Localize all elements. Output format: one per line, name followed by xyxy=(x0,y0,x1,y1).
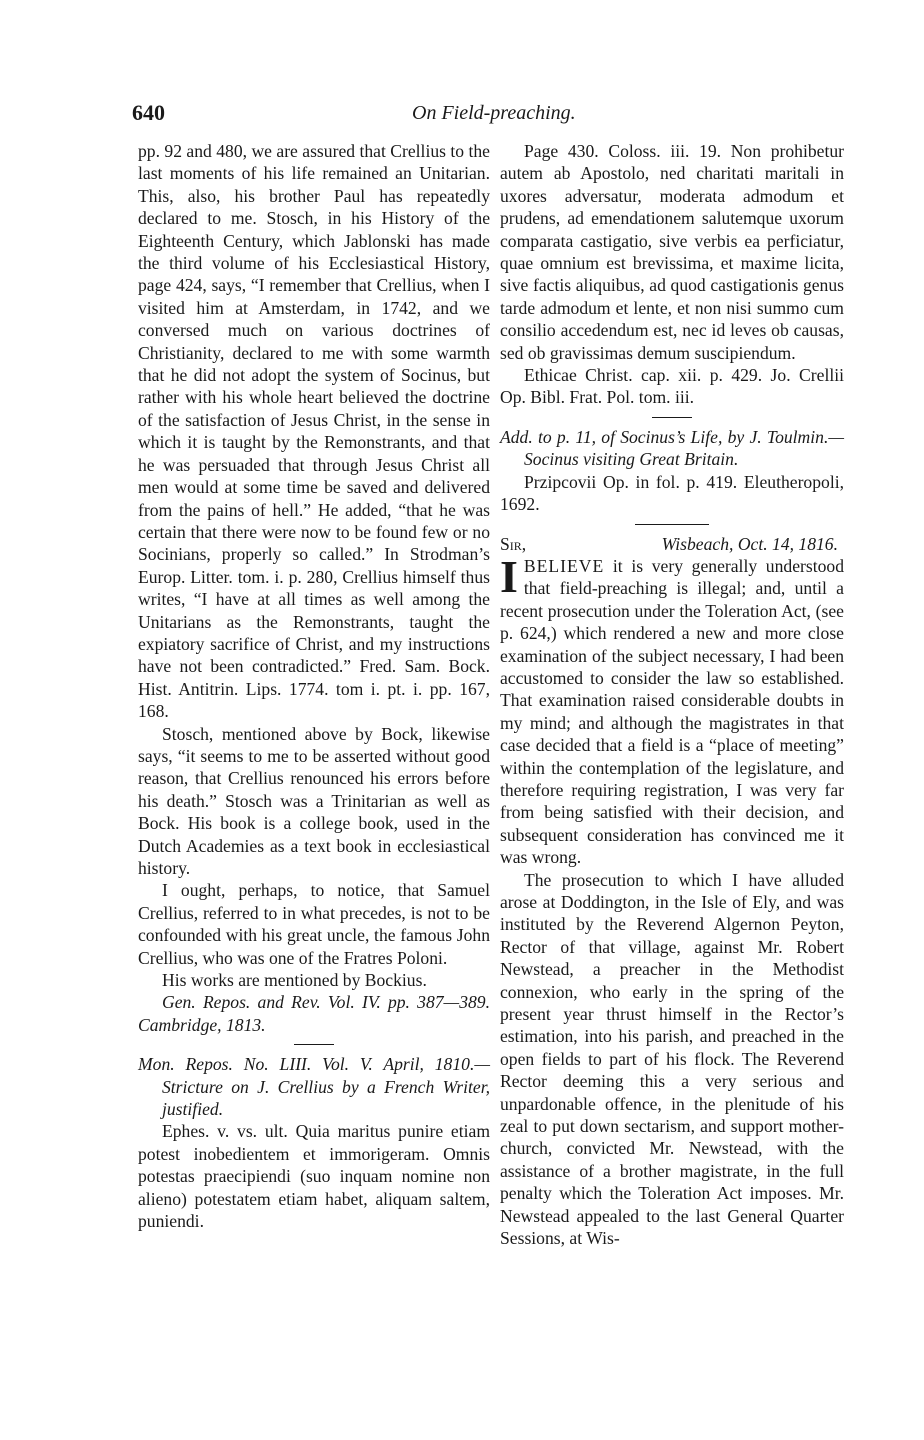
drop-cap: I xyxy=(500,550,518,602)
article-heading-socinus: Add. to p. 11, of Socinus’s Life, by J. Toulmin.—Socinus visiting Great Britain. xyxy=(500,426,844,470)
paragraph-crellius-unitarian: pp. 92 and 480, we are assured that Crellius to the last moments of his life remained an Unitarian. This, also, his brother Paul has repeatedly declared to me. Stosch, in his History of the Eighteenth Century, which Jablonski has made the third volume of his Ecclesiastical History, page 424, says, “I remember that Crellius, when I visited him at Amsterdam, in 1742, and we conversed much on various doctrines of Christianity, declared to me with some warmth that he did not adopt the system of Socinus, but rather with his whole heart believed the doctrine of the satisfaction of Jesus Christ, in the sense in which it is taught by the Remonstrants, and that he was persuaded that through Jesus Christ all men would at some time be saved and delivered from the pains of hell.” He added, “that he was certain that there were now to be found few or no Socinians, properly so called.” In Strodman’s Europ. Litter. tom. i. p. 280, Crellius himself thus writes, “I have at all times as well among the Unitarians as the Remonstrants, taught the expiatory sacrifice of Christ, and my instructions have not been contradicted.” Fred. Sam. Bock. Hist. Antitrin. Lips. 1774. tom i. pt. i. pp. 167, 168. xyxy=(138,141,490,722)
salutation: Sir, xyxy=(500,533,527,554)
article-heading-stricture: Mon. Repos. No. LIII. Vol. V. April, 1810.—Stricture on J. Crellius by a French Writer, justified. xyxy=(138,1054,490,1120)
paragraph-latin-coloss: Page 430. Coloss. iii. 19. Non prohibetur autem ab Apostolo, ned charitati maritali in uxores adversatur, moderata admodum et prudens, ad emendationem salutemque uxorum comparata castigatio, sive verbis ea perficiatur, quae omnium est brevissima, et maxime licita, sive factis aliquibus, ad quod castigationis genus tarde admodum et lente, et non nisi summo cum consilio accedendum est, nec id leves ob causas, sed ob gravissimas demum suscipiendum. xyxy=(500,141,844,363)
paragraph-field-preaching-text: it is very generally understood that field-preaching is illegal; and, until a recent prosecution under the Toleration Act, (see p. 624,) which rendered a new and more close examination of the subject necessary, I had been accustomed to consider the law so established. That examination raised considerable doubts in my mind; and although the magistrates in that case decided that a field is a “place of meeting” within the contemplation of the legislature, and therefore requiring registration, I was very far from being satisfied with their decision, and subsequent consideration has convinced me it was wrong. xyxy=(500,555,844,868)
page-number: 640 xyxy=(132,100,165,125)
right-column xyxy=(500,140,844,1250)
letter-head xyxy=(500,533,844,555)
paragraph-latin-ephes: Ephes. v. vs. ult. Quia maritus punire etiam potest inobedientem et immorigeram. Omnis potestas praecipiendi (suo inquam nomine non alieno) potestatem etiam habet, aliquam saltem, puniendi. xyxy=(138,1121,490,1232)
running-title: On Field-preaching. xyxy=(412,102,576,124)
citation-gen-repos: Gen. Repos. and Rev. Vol. IV. pp. 387—389. Cambridge, 1813. xyxy=(138,992,490,1035)
section-divider xyxy=(652,417,692,418)
dateline: Wisbeach, Oct. 14, 1816. xyxy=(661,533,838,554)
running-head xyxy=(132,100,852,132)
paragraph-field-preaching xyxy=(500,550,844,869)
citation-ethicae-christ: Ethicae Christ. cap. xii. p. 429. Jo. Crellii Op. Bibl. Frat. Pol. tom. iii. xyxy=(500,365,844,408)
paragraph-prosecution: The prosecution to which I have alluded arose at Doddington, in the Isle of Ely, and was instituted by the Reverend Algernon Peyton, Rector of that village, against Mr. Robert Newstead, a preacher in the Methodist connexion, who early in the spring of the present year thrust himself in the Rector’s estimation, into his parish, and preached in the open fields to part of his flock. The Reverend Rector deeming this a very serious and unpardonable offence, in the plenitude of his zeal to put down sectarism, and support mother-church, convicted Mr. Newstead, with the assistance of a brother magistrate, in the full penalty which the Toleration Act imposes. Mr. Newstead appealed to the last General Quarter Sessions, at Wis- xyxy=(500,869,844,1249)
opening-word: BELIEVE xyxy=(523,555,605,576)
citation-przipcovii: Przipcovii Op. in fol. p. 419. Eleutheropoli, 1692. xyxy=(500,471,844,515)
paragraph-stosch-bock: Stosch, mentioned above by Bock, likewise says, “it seems to me to be asserted without good reason, that Crellius renounced his errors before his death.” Stosch was a Trinitarian as well as Bock. His book is a college book, used in the Dutch Academies as a text book in ecclesiastical history. xyxy=(138,723,490,878)
left-column xyxy=(138,140,490,1233)
section-divider xyxy=(294,1044,334,1045)
paragraph-samuel-crellius: I ought, perhaps, to notice, that Samuel Crellius, referred to in what precedes, is not to be confounded with his great uncle, the famous John Crellius, who was one of the Fratres Poloni. xyxy=(138,880,490,968)
section-divider xyxy=(635,524,709,525)
paragraph-works-mentioned: His works are mentioned by Bockius. xyxy=(162,970,427,991)
